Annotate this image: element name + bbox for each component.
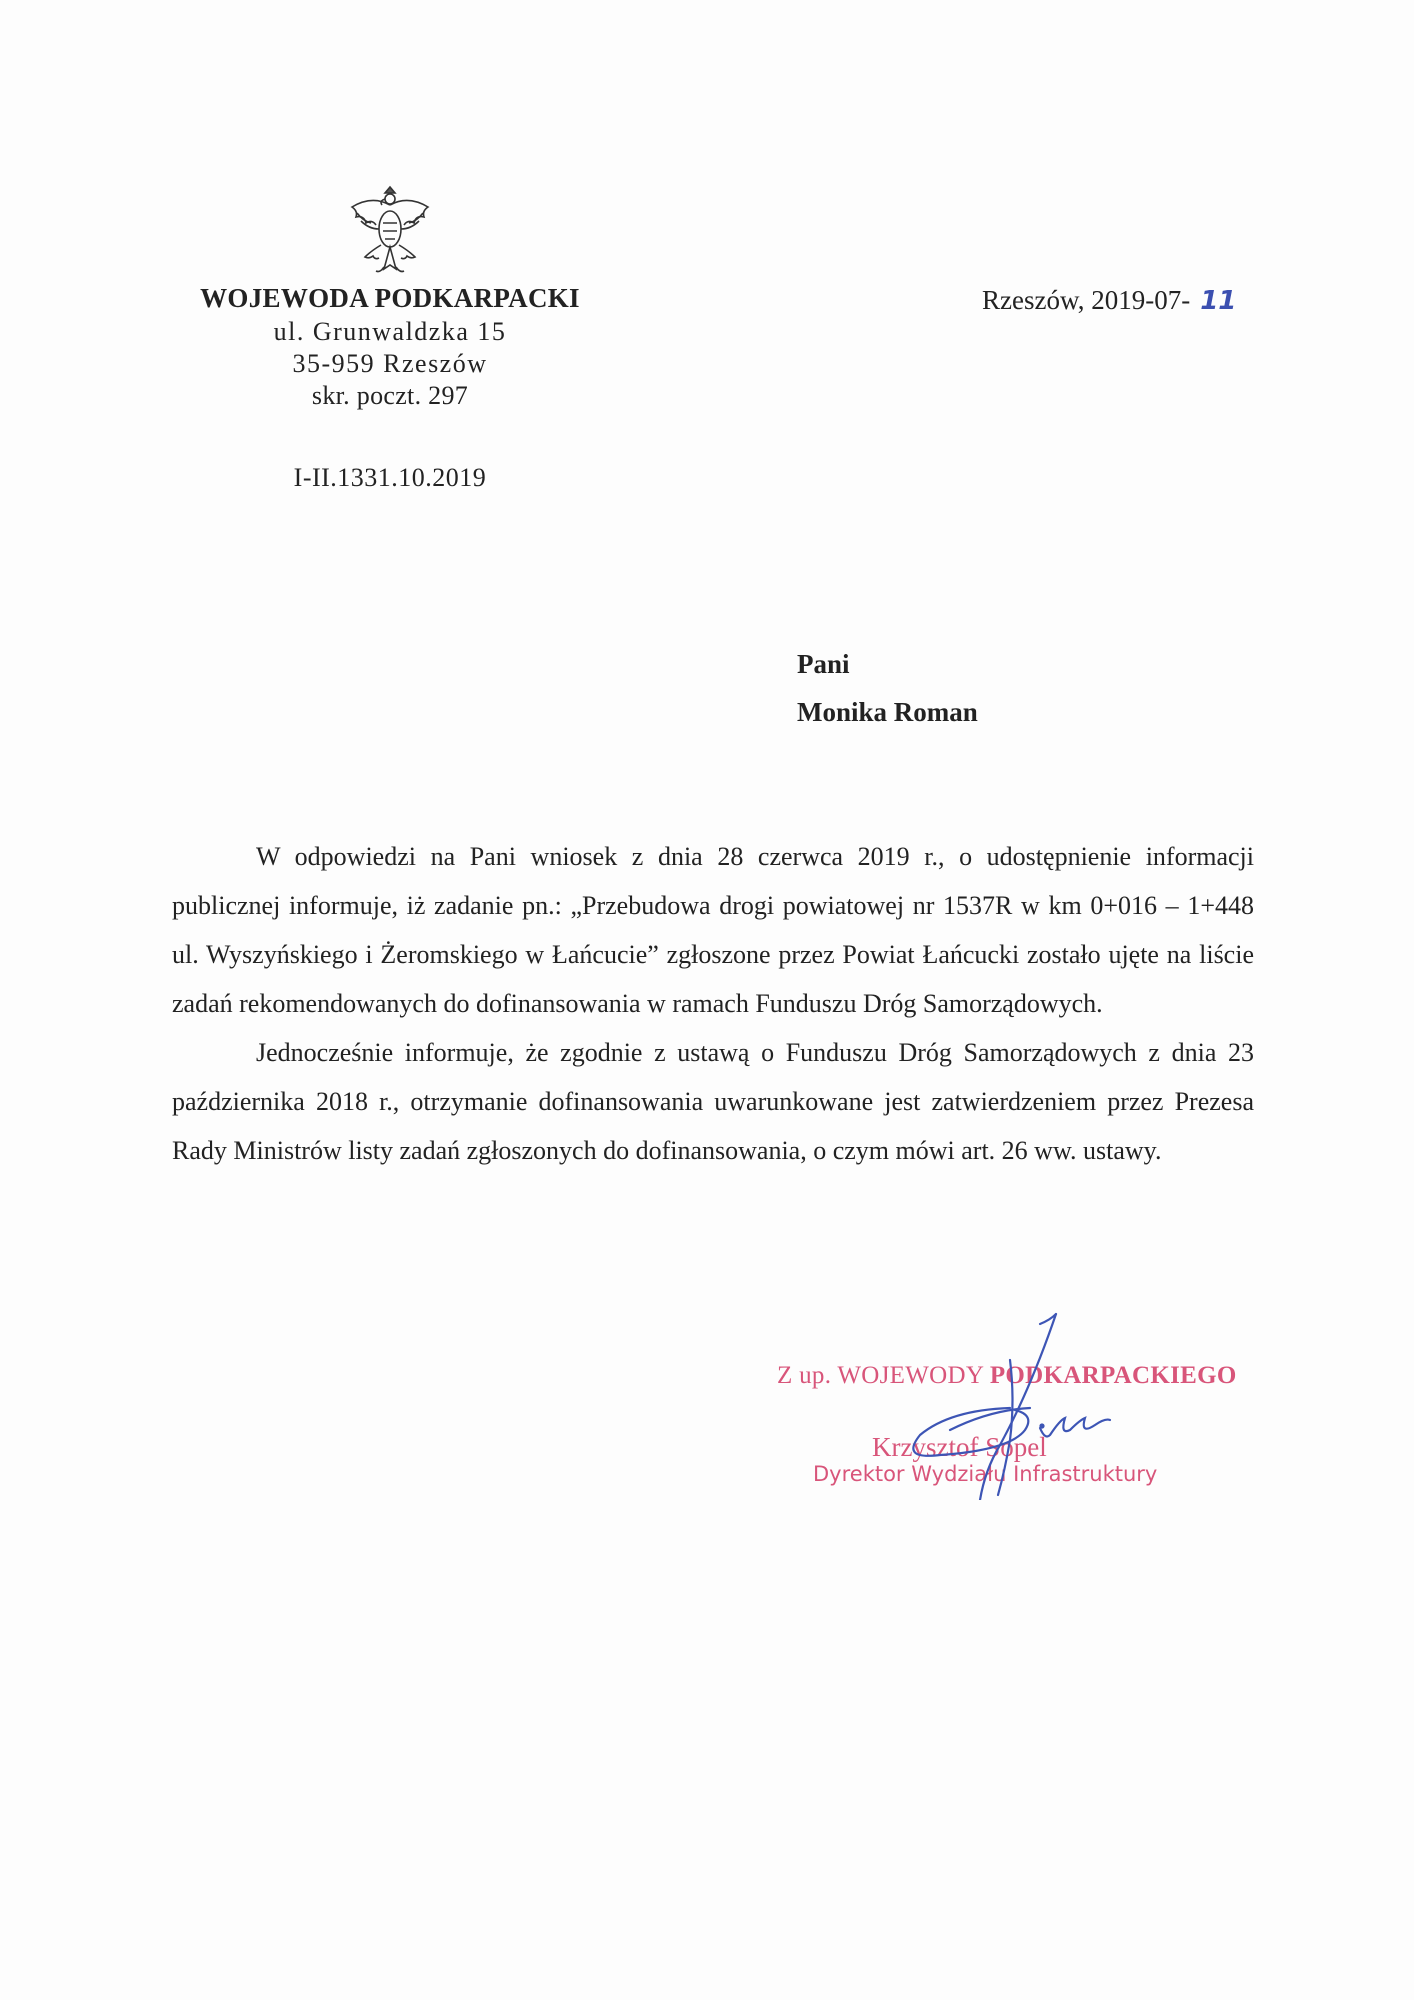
stamp-authorization-prefix: Z up. WOJEWODY xyxy=(777,1362,990,1389)
place-date xyxy=(982,285,1236,316)
polish-eagle-emblem xyxy=(345,183,435,283)
letter-body xyxy=(172,832,1254,1175)
sender-street: ul. Grunwaldzka 15 xyxy=(273,317,507,346)
handwritten-day: 11 xyxy=(1200,286,1237,316)
sender-po-box: skr. poczt. 297 xyxy=(311,381,469,410)
handwritten-signature xyxy=(760,1310,1180,1500)
official-stamp xyxy=(760,1310,1237,1500)
body-paragraph: W odpowiedzi na Pani wniosek z dnia 28 czerwca 2019 r., o udostępnienie informacji publicznej informuje, iż zadanie pn.: „Przebudowa drogi powiatowej nr 1537R w km 0+016 – 1+448 ul. Wyszyńskiego i Żeromskiego w Łańcucie” zgłoszone przez Powiat Łańcucki zostało ujęte na liście zadań rekomendowanych do dofinansowania w ramach Funduszu Dróg Samorządowych. xyxy=(172,842,1254,1018)
sender-city: 35-959 Rzeszów xyxy=(292,349,488,378)
stamp-signatory-name: Krzysztof Sopel xyxy=(872,1432,1047,1462)
sender-block xyxy=(160,280,620,412)
reference-number: I-II.1331.10.2019 xyxy=(293,463,487,492)
addressee-salutation: Pani xyxy=(797,649,850,679)
stamp-authorization-office: PODKARPACKIEGO xyxy=(989,1362,1237,1389)
stamp-signatory-title: Dyrektor Wydziału Infrastruktury xyxy=(813,1462,1158,1486)
place-date-printed: Rzeszów, 2019-07- xyxy=(982,285,1191,315)
addressee-name: Monika Roman xyxy=(797,697,978,727)
sender-name: WOJEWODA PODKARPACKI xyxy=(200,283,580,313)
addressee xyxy=(797,640,978,736)
body-paragraph: Jednocześnie informuje, że zgodnie z ustawą o Funduszu Dróg Samorządowych z dnia 23 października 2018 r., otrzymanie dofinansowania uwarunkowane jest zatwierdzeniem przez Prezesa Rady Ministrów listy zadań zgłoszonych do dofinansowania, o czym mówi art. 26 ww. ustawy. xyxy=(172,1038,1254,1165)
